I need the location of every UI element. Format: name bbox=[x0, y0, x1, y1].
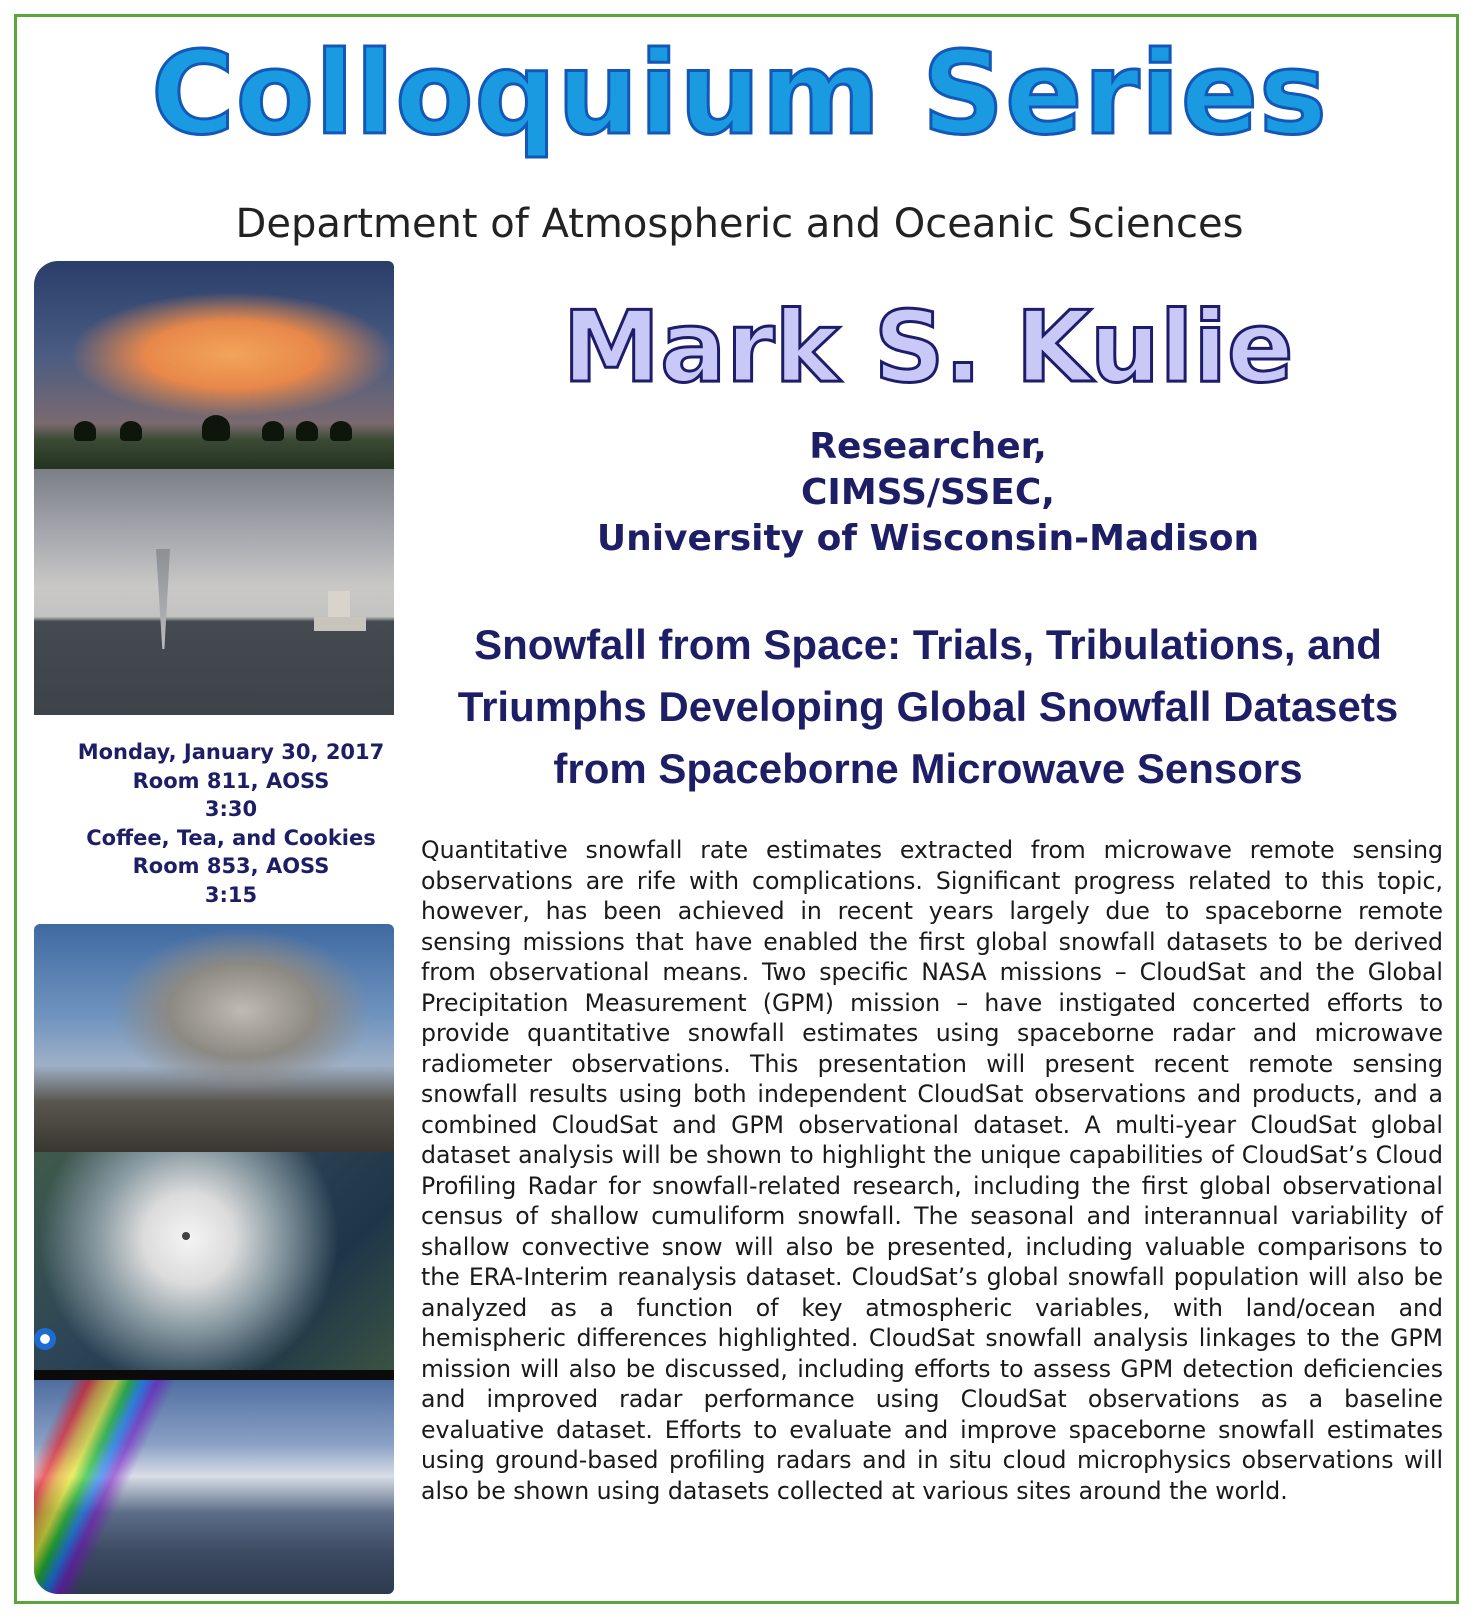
noaa-logo-icon bbox=[34, 1328, 56, 1350]
affiliation-center: CIMSS/SSEC, bbox=[801, 472, 1055, 513]
tree-silhouette bbox=[202, 415, 230, 441]
speaker-affiliation bbox=[408, 424, 1448, 562]
hurricane-eye bbox=[182, 1232, 190, 1240]
speaker-name: Mark S. Kulie bbox=[562, 291, 1294, 405]
tree-silhouette bbox=[296, 421, 318, 441]
talk-title bbox=[408, 614, 1448, 800]
waterspout-lighthouse-photo bbox=[34, 469, 394, 715]
rainbow-mountains-photo bbox=[34, 1380, 394, 1594]
event-room: Room 811, AOSS bbox=[132, 768, 330, 793]
series-title: Colloquium Series bbox=[151, 27, 1328, 160]
event-date: Monday, January 30, 2017 bbox=[77, 740, 385, 764]
refreshments-room: Room 853, AOSS bbox=[132, 854, 330, 879]
event-time: 3:30 bbox=[204, 797, 258, 822]
tree-silhouette bbox=[262, 421, 284, 441]
affiliation-university: University of Wisconsin-Madison bbox=[596, 518, 1260, 559]
talk-title-line: Triumphs Developing Global Snowfall Datasets bbox=[457, 683, 1399, 730]
waterspout-funnel bbox=[156, 549, 170, 649]
tree-silhouette bbox=[330, 421, 352, 441]
hurricane-satellite-photo bbox=[34, 1152, 394, 1380]
satellite-caption-bar bbox=[34, 1370, 394, 1380]
affiliation-role: Researcher, bbox=[809, 426, 1047, 467]
talk-abstract: Quantitative snowfall rate estimates extracted from microwave remote sensing observations are rife with complications. Significant progress related to this topic, however, has been achieved in recent years largely due to spaceborne remote sensing missions that have enabled the first global snowfall datasets to be derived from observational means. Two specific NASA missions – CloudSat and the Global Precipitation Measurement (GPM) mission – have instigated concerted efforts to provide quantitative snowfall estimates using spaceborne radar and microwave radiometer observations. This presentation will present recent remote sensing snowfall results using both independent CloudSat observations and products, and a combined CloudSat and GPM observational dataset. A multi-year CloudSat global dataset analysis will be shown to highlight the unique capabilities of CloudSat’s Cloud Profiling Radar for snowfall-related research, including the first global observational census of shallow cumuliform snowfall. The seasonal and interannual variability of shallow convective snow will also be presented, including valuable comparisons to the ERA-Interim reanalysis dataset. CloudSat’s global snowfall population will also be analyzed as a function of key atmospheric variables, with land/ocean and hemispheric differences highlighted. CloudSat snowfall analysis linkages to the GPM mission will also be discussed, including efforts to assess GPM detection deficiencies and improved radar performance using CloudSat observations as a baseline evaluative dataset. Efforts to evaluate and improve spaceborne snowfall estimates using ground-based profiling radars and in situ cloud microphysics observations will also be shown using datasets collected at various sites around the world. bbox=[421, 836, 1443, 1505]
tree-silhouette bbox=[120, 421, 142, 441]
talk-title-line: Snowfall from Space: Trials, Tribulations, and bbox=[474, 621, 1382, 668]
department-name: Department of Atmospheric and Oceanic Sciences bbox=[235, 201, 1244, 247]
cumulus-cloud-photo bbox=[34, 261, 394, 469]
event-details bbox=[34, 738, 428, 910]
refreshments-time: 3:15 bbox=[204, 882, 258, 907]
volcano-eruption-photo bbox=[34, 924, 394, 1152]
talk-title-line: from Spaceborne Microwave Sensors bbox=[553, 745, 1303, 792]
lighthouse-base bbox=[314, 617, 366, 631]
refreshments-label: Coffee, Tea, and Cookies bbox=[86, 825, 376, 850]
tree-silhouette bbox=[74, 421, 96, 441]
